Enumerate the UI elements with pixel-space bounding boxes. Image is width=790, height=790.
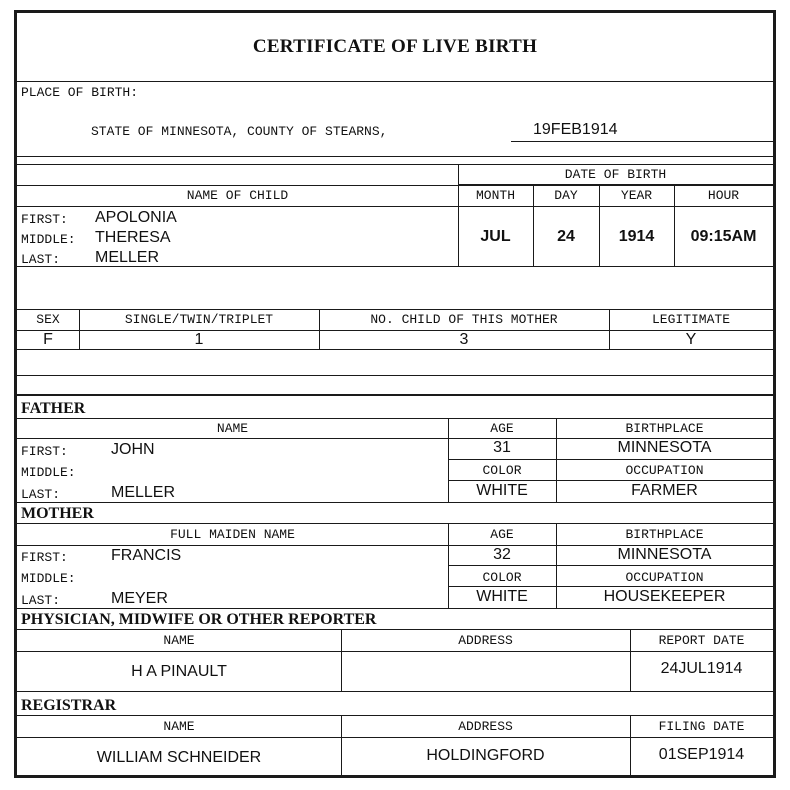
mother-first-label: FIRST: <box>21 550 68 565</box>
child-number-value: 3 <box>459 331 469 348</box>
divider <box>17 651 773 652</box>
father-last-name: MELLER <box>111 484 176 501</box>
divider <box>17 715 773 716</box>
legitimate-value: Y <box>685 331 697 348</box>
mother-birthplace: MINNESOTA <box>617 546 712 563</box>
filing-date: 01SEP1914 <box>658 746 745 763</box>
registrar-address: HOLDINGFORD <box>426 747 545 764</box>
father-first-name: JOHN <box>111 441 155 458</box>
registrar-name-header: NAME <box>163 719 195 734</box>
birth-month: JUL <box>480 228 511 245</box>
place-of-birth-location: STATE OF MINNESOTA, COUNTY OF STEARNS, <box>91 124 388 139</box>
mother-occupation: HOUSEKEEPER <box>603 588 726 605</box>
divider <box>17 523 773 524</box>
mother-last-name: MEYER <box>111 590 168 607</box>
registrar-section-title: REGISTRAR <box>21 697 117 714</box>
divider <box>17 266 773 267</box>
father-age: 31 <box>493 439 511 456</box>
record-date: 19FEB1914 <box>533 121 618 138</box>
birth-certificate <box>14 10 776 778</box>
month-header: MONTH <box>475 188 515 203</box>
mother-age-header: AGE <box>490 527 514 542</box>
mother-name-header: FULL MAIDEN NAME <box>170 527 295 542</box>
divider <box>17 206 773 207</box>
father-birthplace-header: BIRTHPLACE <box>625 421 704 436</box>
day-header: DAY <box>554 188 578 203</box>
birth-day: 24 <box>557 228 575 245</box>
child-middle-label: MIDDLE: <box>21 232 76 247</box>
plurality-header: SINGLE/TWIN/TRIPLET <box>124 312 274 327</box>
divider <box>448 480 773 481</box>
father-color: WHITE <box>476 482 528 499</box>
mother-first-name: FRANCIS <box>111 547 182 564</box>
child-last-name: MELLER <box>95 249 160 266</box>
name-of-child-header: NAME OF CHILD <box>186 188 289 203</box>
divider <box>17 309 773 310</box>
divider <box>17 418 773 419</box>
divider <box>17 81 773 82</box>
divider <box>448 565 773 566</box>
divider <box>17 164 773 165</box>
child-middle-name: THERESA <box>95 229 171 246</box>
registrar-name: WILLIAM SCHNEIDER <box>96 749 262 766</box>
father-birthplace: MINNESOTA <box>617 439 712 456</box>
mother-birthplace-header: BIRTHPLACE <box>625 527 704 542</box>
father-name-header: NAME <box>216 421 249 436</box>
physician-section-title: PHYSICIAN, MIDWIFE OR OTHER REPORTER <box>21 611 377 628</box>
certificate-title: CERTIFICATE OF LIVE BIRTH <box>252 36 538 57</box>
child-last-label: LAST: <box>21 252 61 267</box>
divider <box>17 691 773 692</box>
father-color-header: COLOR <box>482 463 522 478</box>
divider <box>17 629 773 630</box>
hour-header: HOUR <box>707 188 740 203</box>
sex-value: F <box>43 331 53 348</box>
divider <box>17 737 773 738</box>
report-date-header: REPORT DATE <box>658 633 745 648</box>
place-of-birth-label: PLACE OF BIRTH: <box>21 85 139 100</box>
divider <box>17 375 773 376</box>
filing-date-header: FILING DATE <box>658 719 745 734</box>
divider <box>17 156 773 157</box>
mother-color-header: COLOR <box>482 570 522 585</box>
record-date-underline <box>511 141 773 142</box>
mother-middle-label: MIDDLE: <box>21 571 76 586</box>
legitimate-header: LEGITIMATE <box>651 312 730 327</box>
mother-last-label: LAST: <box>21 593 61 608</box>
report-date: 24JUL1914 <box>660 660 743 677</box>
divider <box>17 608 773 609</box>
father-section-title: FATHER <box>21 400 86 417</box>
plurality-value: 1 <box>194 331 204 348</box>
divider <box>448 459 773 460</box>
physician-address-header: ADDRESS <box>458 633 513 648</box>
physician-name-header: NAME <box>163 633 195 648</box>
birth-year: 1914 <box>618 228 655 245</box>
birth-hour: 09:15AM <box>690 228 757 245</box>
father-age-header: AGE <box>490 421 514 436</box>
father-last-label: LAST: <box>21 487 61 502</box>
child-first-label: FIRST: <box>21 212 68 227</box>
divider <box>17 502 773 503</box>
physician-name: H A PINAULT <box>131 663 227 680</box>
divider <box>17 394 773 396</box>
father-middle-label: MIDDLE: <box>21 465 76 480</box>
father-first-label: FIRST: <box>21 444 68 459</box>
child-first-name: APOLONIA <box>95 209 177 226</box>
year-header: YEAR <box>620 188 653 203</box>
father-occupation-header: OCCUPATION <box>625 463 704 478</box>
sex-header: SEX <box>36 312 60 327</box>
divider <box>17 185 773 186</box>
mother-occupation-header: OCCUPATION <box>625 570 704 585</box>
mother-color: WHITE <box>476 588 528 605</box>
registrar-address-header: ADDRESS <box>458 719 513 734</box>
mother-age: 32 <box>493 546 511 563</box>
date-of-birth-header: DATE OF BIRTH <box>564 167 667 182</box>
divider <box>448 586 773 587</box>
child-number-header: NO. CHILD OF THIS MOTHER <box>370 312 558 327</box>
mother-section-title: MOTHER <box>21 505 94 522</box>
divider <box>17 349 773 350</box>
father-occupation: FARMER <box>631 482 698 499</box>
